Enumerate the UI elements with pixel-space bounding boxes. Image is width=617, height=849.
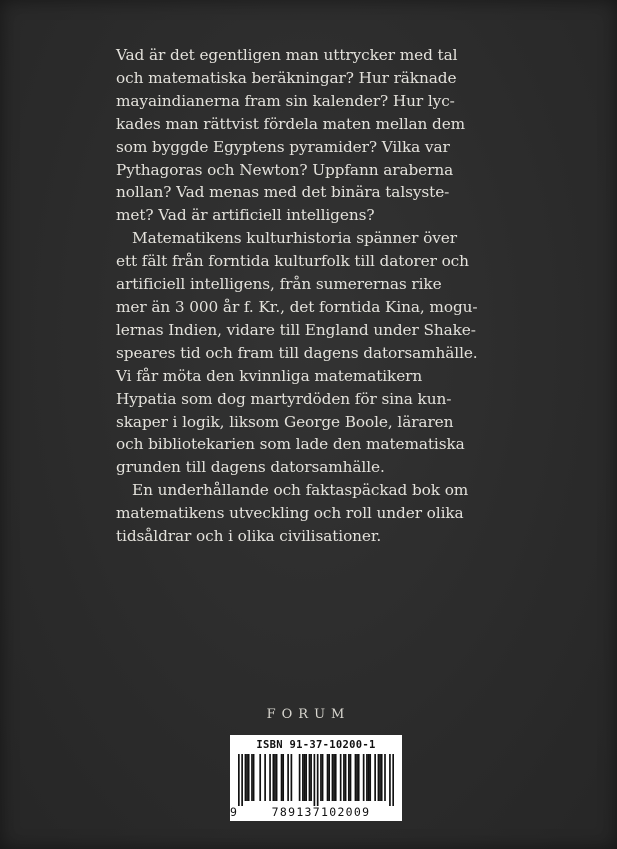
barcode-bar <box>369 754 371 801</box>
blurb-line: tidsåldrar och i olika civilisationer. <box>116 527 382 546</box>
barcode-bar <box>363 754 365 801</box>
barcode-bar <box>322 754 324 801</box>
barcode-bar <box>320 754 322 801</box>
barcode-bar <box>384 754 386 801</box>
barcode-bar <box>333 754 335 801</box>
barcode-bar <box>343 754 345 801</box>
blurb-text <box>116 44 508 548</box>
ean-digits <box>230 805 402 819</box>
blurb-line: mayaindianerna fram sin kalender? Hur lyc- <box>116 91 455 110</box>
barcode-bar <box>381 754 383 801</box>
barcode-bar <box>304 754 306 801</box>
blurb-line: skaper i logik, liksom George Boole, läraren <box>116 412 454 431</box>
blurb-line: och bibliotekarien som lade den matematiska <box>116 435 465 454</box>
publisher-name: FORUM <box>266 707 351 722</box>
blurb-line: Pythagoras och Newton? Uppfann araberna <box>116 160 454 179</box>
blurb-line: nollan? Vad menas med det binära talsyste- <box>116 183 450 202</box>
barcode-bar <box>248 754 250 801</box>
barcode-bar <box>282 754 284 801</box>
blurb-line: som byggde Egyptens pyramider? Vilka var <box>116 137 450 156</box>
barcode-bar <box>368 754 370 801</box>
barcode-bar <box>269 754 271 801</box>
barcode-bar <box>389 754 391 806</box>
barcode-bar <box>264 754 266 801</box>
barcode-bar <box>328 754 330 801</box>
barcode-icon <box>238 754 394 806</box>
barcode-bar <box>276 754 278 801</box>
blurb-line: lernas Indien, vidare till England under Shake- <box>116 320 476 339</box>
barcode-bar <box>374 754 376 801</box>
barcode-bar <box>272 754 274 801</box>
blurb-line: En underhållande och faktaspäckad bok om <box>132 481 469 500</box>
barcode-bar <box>335 754 337 801</box>
barcode-bar <box>309 754 311 801</box>
blurb-line: Matematikens kulturhistoria spänner över <box>132 229 457 248</box>
isbn-number: ISBN 91-37-10200-1 <box>256 739 376 751</box>
barcode-bar <box>358 754 360 801</box>
barcode-bar <box>302 754 304 801</box>
blurb-line: och matematiska beräkningar? Hur räknade <box>116 68 457 87</box>
barcode-label <box>230 735 402 821</box>
barcode-bar <box>356 754 358 801</box>
barcode-bar <box>366 754 368 801</box>
barcode-bar <box>310 754 312 801</box>
blurb-line: grunden till dagens datorsamhälle. <box>116 458 385 477</box>
blurb-line: kades man rättvist fördela maten mellan dem <box>116 114 466 133</box>
barcode-bar <box>259 754 261 801</box>
barcode-bar <box>348 754 350 801</box>
barcode-bar <box>253 754 255 801</box>
barcode-bar <box>238 754 240 806</box>
barcode-bar <box>245 754 247 801</box>
blurb-line: met? Vad är artificiell intelligens? <box>116 206 375 225</box>
barcode-bar <box>287 754 289 801</box>
barcode-bar <box>392 754 394 806</box>
barcode-bar <box>355 754 357 801</box>
blurb-line: matematikens utveckling och roll under olika <box>116 504 464 523</box>
ean-first-digit: 9 <box>230 805 237 819</box>
barcode-bar <box>327 754 329 801</box>
barcode-bar <box>332 754 334 801</box>
barcode-bar <box>299 754 301 801</box>
blurb-line: speares tid och fram till dagens datorsamhälle. <box>116 343 478 362</box>
barcode-bar <box>305 754 307 801</box>
barcode-bar <box>314 754 316 806</box>
blurb-line: ett fält från forntida kulturfolk till datorer och <box>116 252 469 271</box>
blurb-line: Hypatia som dog martyrdöden för sina kun- <box>116 389 452 408</box>
barcode-bar <box>281 754 283 801</box>
barcode-bar <box>291 754 293 801</box>
blurb-line: mer än 3 000 år f. Kr., det forntida Kina, mogu- <box>116 297 478 316</box>
barcode-bar <box>350 754 352 801</box>
barcode-bar <box>340 754 342 801</box>
barcode-bar <box>246 754 248 801</box>
blurb-line: Vad är det egentligen man uttrycker med tal <box>116 46 458 64</box>
barcode-bar <box>317 754 319 806</box>
barcode-bar <box>251 754 253 801</box>
barcode-bar <box>378 754 380 801</box>
blurb-line: artificiell intelligens, från sumerernas rike <box>116 275 442 294</box>
blurb-line: Vi får möta den kvinnliga matematikern <box>116 366 423 385</box>
barcode-bar <box>274 754 276 801</box>
ean-remaining-digits: 789137102009 <box>271 805 371 819</box>
barcode-bar <box>379 754 381 801</box>
barcode-bar <box>241 754 243 806</box>
barcode-bar <box>345 754 347 801</box>
